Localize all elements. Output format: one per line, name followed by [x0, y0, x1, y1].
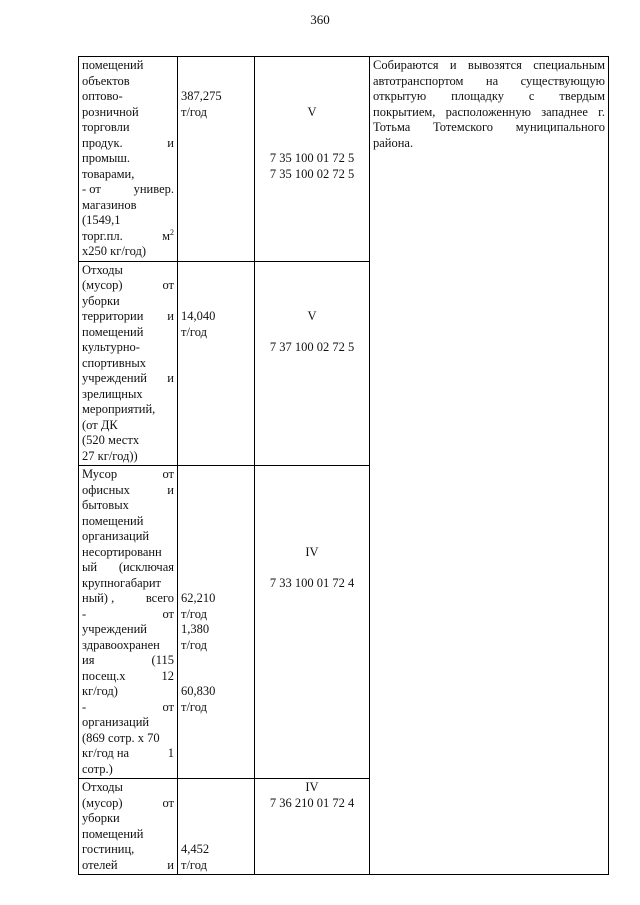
description-line: помещений	[82, 513, 144, 528]
handling-note-cell	[370, 57, 609, 875]
description-line: гостиниц,	[82, 842, 135, 856]
description-line: (мусор) от	[82, 278, 174, 292]
description-line: сотр.)	[82, 761, 113, 776]
code-line	[258, 74, 366, 90]
description-line: уборки	[82, 811, 120, 825]
description-line: офисных и	[82, 482, 174, 497]
description-line: территории и	[82, 309, 174, 323]
mass-line	[181, 669, 251, 685]
description-line: помещений	[82, 58, 144, 72]
mass-line	[181, 483, 251, 499]
description-line: кг/год на 1	[82, 746, 174, 760]
description-line: продук. и	[82, 135, 174, 150]
code-line	[258, 498, 366, 514]
description-line: объектов	[82, 73, 130, 88]
mass-line	[181, 576, 251, 592]
description-line: (мусор) от	[82, 795, 174, 810]
description-line: Отходы	[82, 262, 123, 277]
waste-code-cell	[255, 261, 370, 466]
code-line: IV	[305, 780, 319, 794]
description-line: (1549,1	[82, 213, 121, 227]
description-line: организаций	[82, 529, 150, 543]
description-line: (520 местх	[82, 433, 140, 447]
mass-line	[181, 514, 251, 530]
waste-description-cell	[79, 466, 178, 779]
description-line: - от универ.	[82, 182, 174, 196]
description-line: зрелищных	[82, 386, 143, 401]
mass-line	[181, 498, 251, 514]
waste-code-cell	[255, 779, 370, 875]
code-line: 7 37 100 02 72 5	[269, 340, 355, 354]
mass-line	[181, 545, 251, 561]
description-line: отелей и	[82, 857, 174, 872]
description-line: посещ.х 12	[82, 668, 174, 683]
waste-code-cell	[255, 466, 370, 779]
waste-code-cell	[255, 57, 370, 262]
code-line: 7 33 100 01 72 4	[269, 575, 355, 590]
code-line	[258, 483, 366, 499]
mass-line: т/год	[181, 324, 208, 339]
mass-line	[181, 263, 251, 279]
description-line: ия (115	[82, 653, 174, 667]
code-line: 7 35 100 01 72 5	[269, 151, 355, 165]
description-line: товарами,	[82, 166, 135, 181]
mass-line: т/год	[181, 699, 208, 714]
code-line	[258, 560, 366, 576]
code-line	[258, 294, 366, 310]
description-line: уборки	[82, 293, 120, 308]
description-line: Мусор от	[82, 467, 174, 481]
waste-description-cell	[79, 261, 178, 466]
code-line	[258, 263, 366, 279]
mass-line: 14,040	[181, 309, 216, 323]
mass-line	[181, 278, 251, 294]
description-line: культурно-	[82, 340, 140, 354]
description-line: учреждений и	[82, 371, 174, 385]
mass-line: т/год	[181, 857, 208, 872]
mass-line	[181, 58, 251, 74]
code-line	[258, 529, 366, 545]
mass-line	[181, 811, 251, 827]
mass-line: т/год	[181, 104, 208, 119]
handling-note-text: Собираются и вывозятся специальным автотранспортом на существующую открытую площадку с твердым покрытием, расположенную западнее г. Тотьма Тотемского муниципального района.	[373, 58, 605, 150]
description-line: здравоохранен	[82, 637, 160, 652]
description-line: - от	[82, 606, 174, 621]
code-line	[258, 278, 366, 294]
code-line	[258, 120, 366, 136]
code-line	[258, 58, 366, 74]
waste-mass-cell	[178, 57, 255, 262]
description-line: торг.пл. $м^2$	[82, 227, 174, 243]
waste-description-cell	[79, 57, 178, 262]
waste-mass-cell	[178, 779, 255, 875]
code-line	[258, 89, 366, 105]
page-number: 360	[310, 12, 330, 27]
description-line: несортированн	[82, 544, 162, 559]
description-line: мероприятий,	[82, 402, 156, 416]
mass-line	[181, 653, 251, 669]
code-line	[258, 467, 366, 483]
description-line: магазинов	[82, 197, 137, 212]
description-line: оптово-	[82, 89, 123, 103]
mass-line: 1,380	[181, 622, 210, 636]
mass-line: т/год	[181, 606, 208, 621]
mass-line: 62,210	[181, 591, 216, 605]
description-line: ый (исключая	[82, 560, 174, 574]
description-line: кг/год)	[82, 684, 118, 698]
mass-line: 4,452	[181, 842, 210, 856]
code-line	[258, 136, 366, 152]
description-line: учреждений	[82, 622, 147, 636]
mass-line: 60,830	[181, 684, 216, 698]
code-line: 7 36 210 01 72 4	[269, 795, 355, 810]
code-line: V	[307, 309, 317, 323]
waste-description-cell	[79, 779, 178, 875]
description-line: торговли	[82, 120, 130, 134]
mass-line	[181, 529, 251, 545]
description-line: ный) , всего	[82, 591, 174, 605]
mass-line: 387,275	[181, 89, 222, 103]
description-line: промыш.	[82, 151, 131, 165]
description-line: спортивных	[82, 355, 146, 370]
mass-line	[181, 467, 251, 483]
waste-mass-cell	[178, 466, 255, 779]
mass-line	[181, 560, 251, 576]
waste-mass-cell	[178, 261, 255, 466]
code-line: V	[307, 104, 317, 119]
code-line	[258, 514, 366, 530]
mass-line	[181, 827, 251, 843]
mass-line: т/год	[181, 637, 208, 652]
description-line: помещений	[82, 324, 144, 339]
description-line: организаций	[82, 715, 150, 729]
description-line: (от ДК	[82, 417, 118, 432]
table-row	[79, 57, 609, 262]
mass-line	[181, 796, 251, 812]
description-line: помещений	[82, 826, 144, 841]
description-line: x250 кг/год)	[82, 244, 147, 258]
description-line: - от	[82, 699, 174, 714]
description-line: (869 сотр. х 70	[82, 730, 160, 745]
description-line: бытовых	[82, 498, 129, 512]
description-line: крупногабарит	[82, 575, 162, 590]
description-line: 27 кг/год))	[82, 448, 138, 463]
mass-line	[181, 294, 251, 310]
code-line	[258, 325, 366, 341]
mass-line	[181, 780, 251, 796]
code-line: 7 35 100 02 72 5	[269, 166, 355, 181]
description-line: Отходы	[82, 780, 123, 794]
mass-line	[181, 74, 251, 90]
description-line: розничной	[82, 104, 139, 119]
waste-table	[78, 56, 609, 875]
code-line: IV	[305, 544, 319, 559]
